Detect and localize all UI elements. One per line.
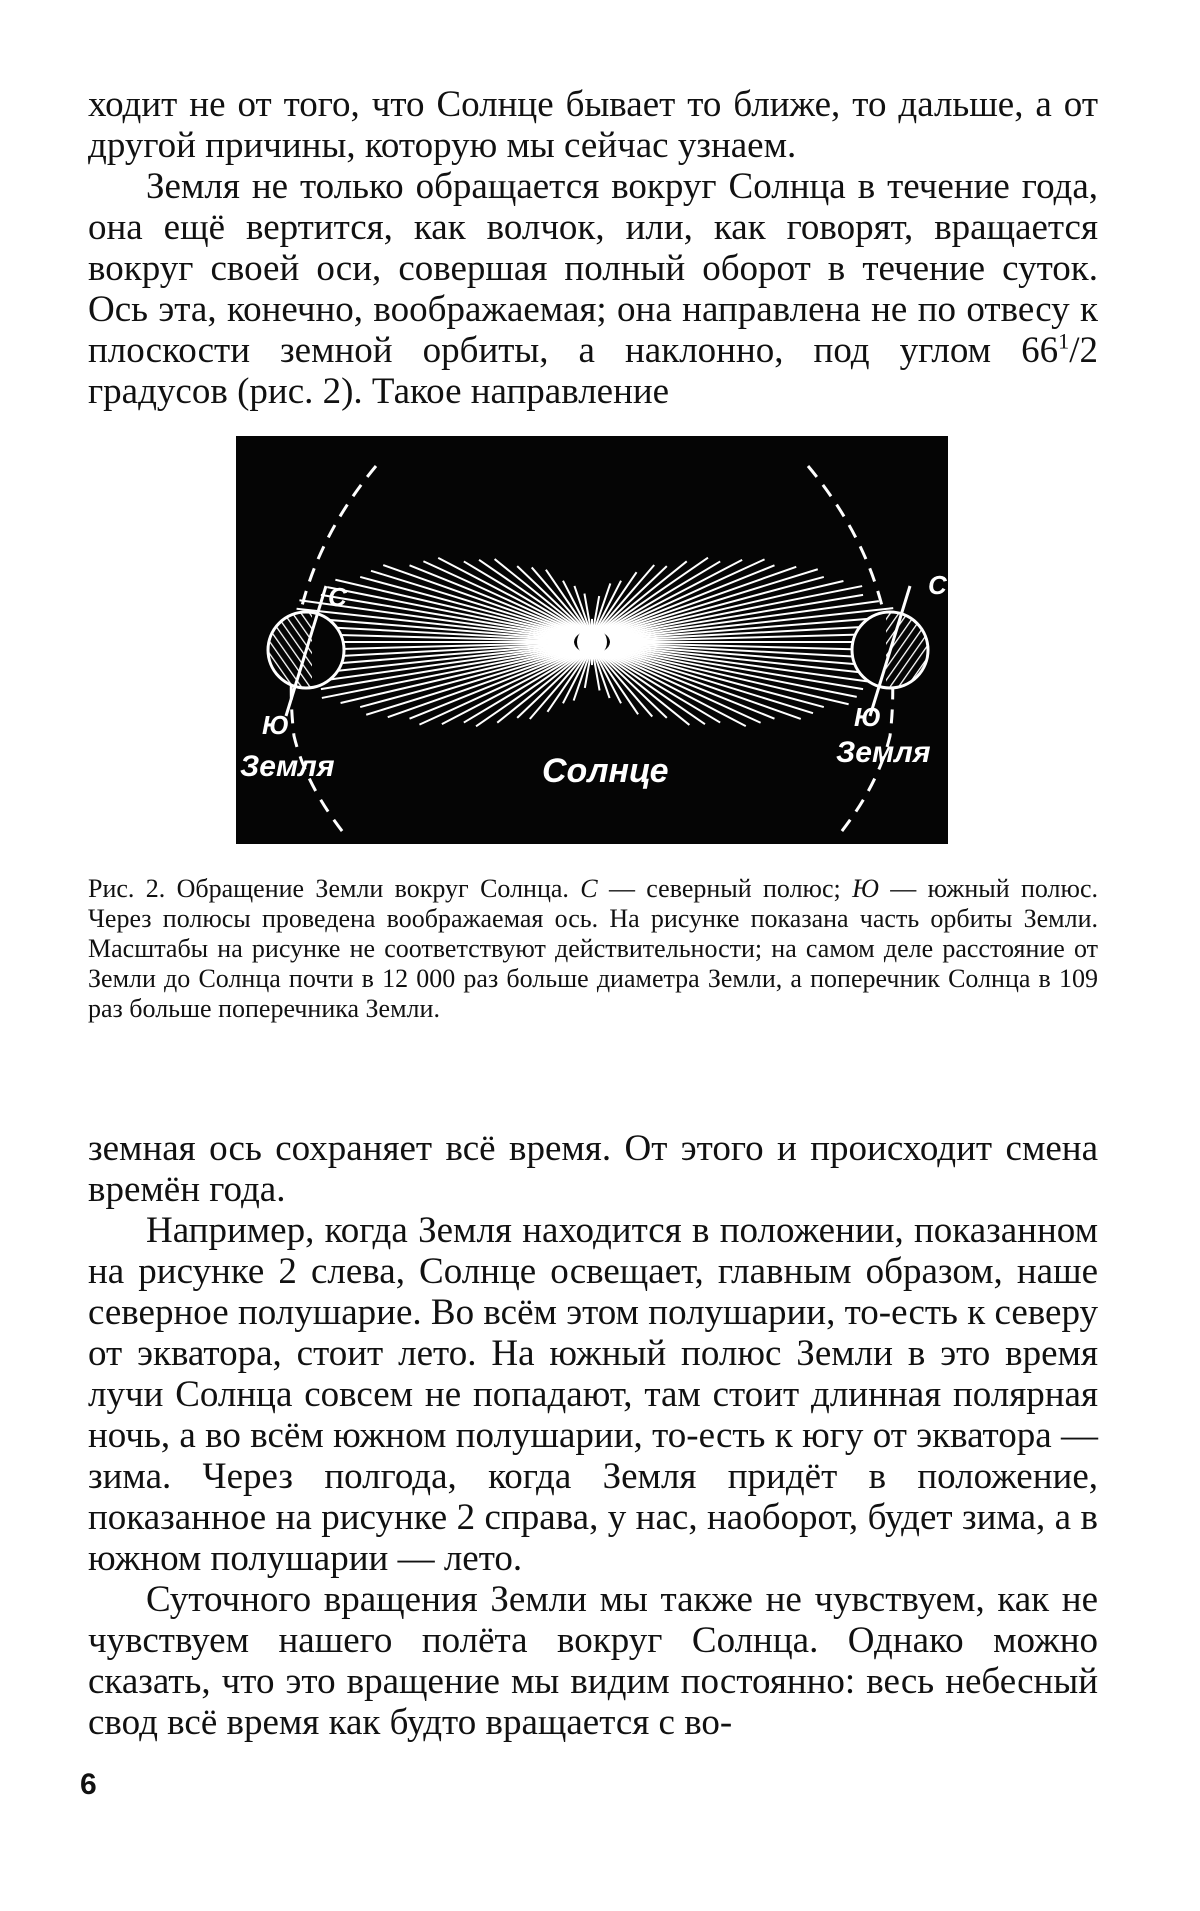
paragraph: Суточного вращения Земли мы также не чувствуем, как не чувствуем нашего полёта вокруг Солнца. Однако можно сказать, что это вращение мы видим постоянно: весь небесный свод всё время как будто вращается с во- [88,1579,1098,1743]
earth-label-left: Земля [240,750,335,783]
caption-text: — северный полюс; [597,874,853,903]
north-label-right: С [928,570,947,600]
south-label-left: Ю [262,710,290,740]
paragraph: ходит не от того, что Солнце бывает то ближе, то дальше, а от другой причины, которую мы сейчас узнаем. [88,84,1098,166]
caption-lead: Рис. 2. Обращение Земли вокруг Солнца. [88,874,581,903]
sun-label: Солнце [542,752,669,790]
paragraph [88,166,1098,412]
caption-letter-c: С [580,874,598,903]
sun-core [577,627,607,657]
caption-letter-yu: Ю [852,874,879,903]
figure-earth-orbit [236,436,948,844]
paragraph: земная ось сохраняет всё время. От этого и происходит смена времён года. [88,1128,1098,1210]
page-number: 6 [80,1768,97,1801]
earth-right [852,586,930,716]
paragraph-text: Земля не только обращается вокруг Солнца в течение года, она ещё вертится, как волчок, или, как говорят, вращается вокруг своей оси, совершая полный оборот в течение суток. Ось эта, конечно, воображаемая; она направлена не по отвесу к плоскости земной орбиты, а наклонно, под углом 66 [88,166,1098,371]
paragraph-text: /2 градусов (рис. 2). Такое направление [88,330,1098,412]
superscript: 1 [1058,328,1070,354]
text-block-bottom [88,1128,1098,1743]
south-label-right: Ю [854,702,882,732]
figure-caption [88,874,1098,1024]
paragraph: Например, когда Земля находится в положении, показанном на рисунке 2 слева, Солнце освещает, главным образом, наше северное полушарие. Во всём этом полушарии, то-есть к северу от экватора, стоит лето. На южный полюс Земли в это время лучи Солнца совсем не попадают, там стоит длинная полярная ночь, а во всём южном полушарии, то-есть к югу от экватора — зима. Через полгода, когда Земля придёт в положение, показанное на рисунке 2 справа, у нас, наоборот, будет зима, а в южном полушарии — лето. [88,1210,1098,1579]
orbit-illustration [236,436,948,844]
text-block-top [88,84,1098,412]
earth-label-right: Земля [836,736,931,769]
north-label-left: С [328,582,347,612]
caption-text: — южный полюс. Через полюсы проведена воображаемая ось. На рисунке показана часть орбиты Земли. Масштабы на рисунке не соответствуют действительности; на самом деле расстояние от Земли до Солнца почти в 12 000 раз больше диаметра Земли, а поперечник Солнца в 109 раз больше поперечника Земли. [88,874,1098,1023]
